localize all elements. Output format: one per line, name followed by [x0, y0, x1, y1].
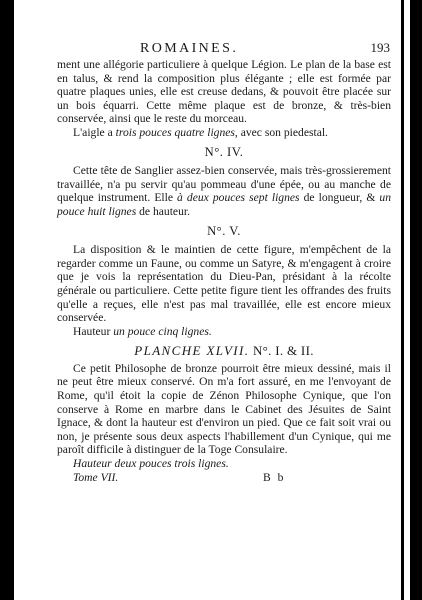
section-heading-iv: N°. IV.	[204, 144, 244, 159]
paragraph-continuation: ment une allégorie particuliere à quelque Légion. Le plan de la base est en talus, & rend la composition plus élégante ; elle est formée par quatre plaques unies, elle est creuse dedans, & pouvoit être placée sur un bois équarri. Cette même plaque est de bronze, & très-bien conservée, ainsi que le reste du morceau.	[57, 58, 391, 126]
paragraph-philosopher-height: Hauteur deux pouces trois lignes.	[73, 457, 229, 471]
page-sheet	[14, 0, 410, 600]
section-heading-v: N°. V.	[207, 223, 241, 238]
running-title: ROMAINES.	[140, 41, 239, 56]
paragraph-pan-figure: La disposition & le maintien de cette figure, m'empêchent de la regarder comme un Faune, ou comme un Satyre, & m'engagent à croire que je vois la représentation du Dieu-Pan, présidant à la récolte générale ou particuliere. Cette petite figure tient les offrandes des fruits qu'elle a reçues, elle n'est pas mal travaillée, elle est encore mieux conservée.	[57, 243, 391, 325]
page-footer	[57, 471, 391, 486]
paragraph-pan-height: Hauteur un pouce cinq lignes.	[73, 324, 212, 338]
page-edge-shadow	[401, 0, 404, 600]
tome-label: Tome VII.	[73, 470, 119, 484]
paragraph-philosopher: Ce petit Philosophe de bronze pourroit être mieux dessiné, mais il ne peut être mieux conservé. On m'a fort assuré, en me l'envoyant de Rome, qu'il étoit la copie de Zénon Philosophe Cynique, que l'on conserve à Rome en marbre dans le Cabinet des Jésuites de Saint Ignace, & dont la hauteur est d'environ un pied. Que ce fait soit vrai ou non, je présente sous deux aspects l'habillement d'un Cynique, qui me paroît difficile à distinguer de la Toge Consulaire.	[57, 361, 391, 457]
paragraph-eagle-height: L'aigle a trois pouces quatre lignes, avec son piedestal.	[73, 125, 328, 139]
signature-mark: B b	[263, 470, 286, 484]
paragraph-boar-head: Cette tête de Sanglier assez-bien conservée, mais très-grossierement travaillée, n'a pu servir qu'au pommeau d'une épée, ou au manche de quelque instrument. Elle à deux pouces sept lignes de longueur, & un pouce huit lignes de hauteur.	[57, 164, 391, 218]
page-body	[57, 58, 391, 486]
page-header	[54, 40, 392, 58]
planche-heading: PLANCHE XLVII. N°. I. & II.	[134, 343, 314, 359]
page-number: 193	[370, 40, 390, 55]
